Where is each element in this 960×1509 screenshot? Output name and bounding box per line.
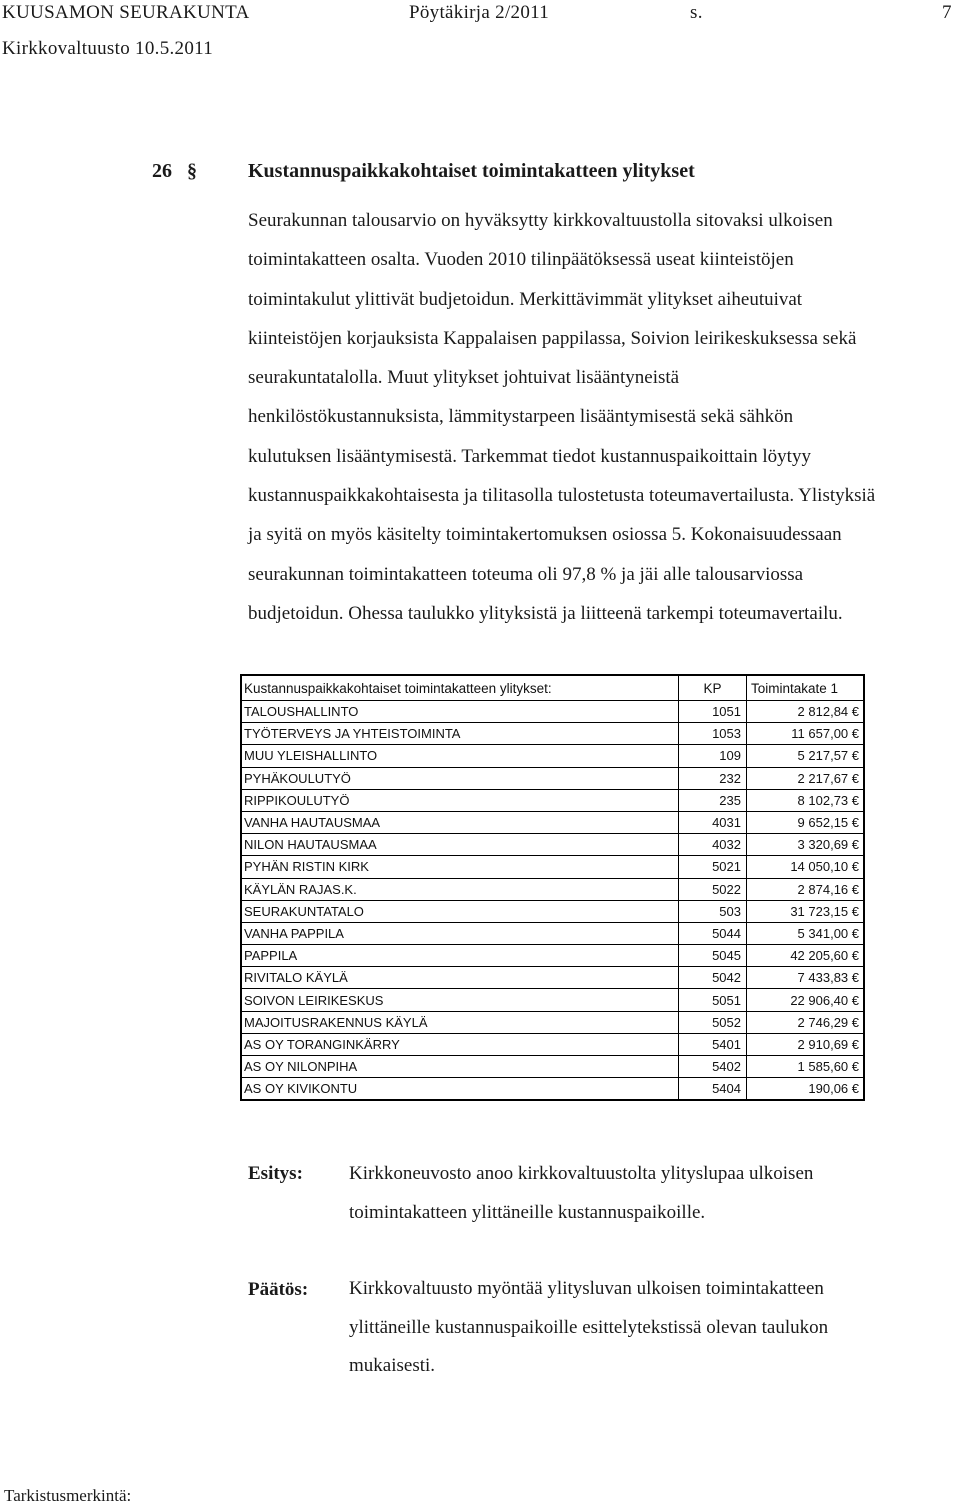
proposal-label: Esitys: bbox=[248, 1163, 303, 1184]
proposal-line: toimintakatteen ylittäneille kustannuspaikoille. bbox=[349, 1201, 706, 1223]
cost-center-name: RIPPIKOULUTYÖ bbox=[241, 789, 679, 811]
paragraph-line: henkilöstökustannuksista, lämmitystarpeen lisääntymisestä sekä sähkön bbox=[248, 406, 794, 428]
table-row bbox=[241, 1056, 864, 1078]
overrun-amount: 2 910,69 € bbox=[747, 1033, 865, 1055]
overrun-amount: 1 585,60 € bbox=[747, 1056, 865, 1078]
table-row bbox=[241, 922, 864, 944]
paragraph-line: kustannuspaikkakohtaisesta ja tilitasolla tulostetusta toteumavertailusta. Ylistyksiä bbox=[248, 485, 876, 507]
cost-center-kp: 5021 bbox=[679, 856, 747, 878]
overrun-amount: 8 102,73 € bbox=[747, 789, 865, 811]
overrun-amount: 5 217,57 € bbox=[747, 745, 865, 767]
overrun-amount: 2 217,67 € bbox=[747, 767, 865, 789]
body-paragraph bbox=[248, 201, 960, 633]
cost-center-name: MAJOITUSRAKENNUS KÄYLÄ bbox=[241, 1011, 679, 1033]
cost-center-kp: 4032 bbox=[679, 834, 747, 856]
paragraph-line: budjetoidun. Ohessa taulukko ylityksistä ja liitteenä tarkempi toteumavertailu. bbox=[248, 602, 843, 624]
review-mark-label: Tarkistusmerkintä: bbox=[4, 1486, 132, 1505]
paragraph-line: seurakunnan toimintakatteen toteuma oli 97,8 % ja jäi alle talousarviossa bbox=[248, 563, 804, 585]
paragraph-line: toimintakatteen osalta. Vuoden 2010 tilinpäätöksessä useat kiinteistöjen bbox=[248, 249, 794, 271]
table-row bbox=[241, 945, 864, 967]
overrun-amount: 190,06 € bbox=[747, 1078, 865, 1101]
overrun-amount: 11 657,00 € bbox=[747, 723, 865, 745]
overrun-table bbox=[240, 674, 865, 1101]
table-row bbox=[241, 723, 864, 745]
cost-center-name: KÄYLÄN RAJAS.K. bbox=[241, 878, 679, 900]
document-title: Pöytäkirja 2/2011 bbox=[409, 2, 550, 23]
table-row bbox=[241, 745, 864, 767]
table-row bbox=[241, 767, 864, 789]
cost-center-name: VANHA PAPPILA bbox=[241, 922, 679, 944]
cost-center-name: PAPPILA bbox=[241, 945, 679, 967]
cost-center-name: NILON HAUTAUSMAA bbox=[241, 834, 679, 856]
cost-center-kp: 5042 bbox=[679, 967, 747, 989]
cost-center-kp: 235 bbox=[679, 789, 747, 811]
table-row bbox=[241, 701, 864, 723]
org-name: KUUSAMON SEURAKUNTA bbox=[2, 2, 250, 23]
overrun-amount: 3 320,69 € bbox=[747, 834, 865, 856]
overrun-amount: 2 746,29 € bbox=[747, 1011, 865, 1033]
page-label: s. bbox=[690, 2, 703, 23]
overrun-amount: 7 433,83 € bbox=[747, 967, 865, 989]
cost-center-kp: 232 bbox=[679, 767, 747, 789]
table-row bbox=[241, 856, 864, 878]
cost-center-kp: 5404 bbox=[679, 1078, 747, 1101]
cost-center-kp: 1053 bbox=[679, 723, 747, 745]
table-row bbox=[241, 878, 864, 900]
overrun-amount: 5 341,00 € bbox=[747, 922, 865, 944]
cost-center-name: SOIVON LEIRIKESKUS bbox=[241, 989, 679, 1011]
section-title: Kustannuspaikkakohtaiset toimintakatteen ylitykset bbox=[248, 160, 695, 182]
section-symbol: § bbox=[187, 160, 197, 182]
cost-center-kp: 5051 bbox=[679, 989, 747, 1011]
cost-center-kp: 4031 bbox=[679, 811, 747, 833]
table-header-name: Kustannuspaikkakohtaiset toimintakatteen ylitykset: bbox=[241, 675, 679, 701]
section-number: 26 bbox=[152, 160, 172, 182]
table-row bbox=[241, 1011, 864, 1033]
decision-line: ylittäneille kustannuspaikoille esittelytekstissä olevan taulukon bbox=[349, 1316, 829, 1338]
decision-text bbox=[349, 1270, 828, 1386]
paragraph-line: kulutuksen lisääntymisestä. Tarkemmat tiedot kustannuspaikoittain löytyy bbox=[248, 445, 811, 467]
table-header-kp: KP bbox=[679, 675, 747, 701]
proposal-text bbox=[349, 1155, 813, 1232]
table-header-value: Toimintakate 1 bbox=[747, 675, 865, 701]
table-row bbox=[241, 789, 864, 811]
cost-center-name: SEURAKUNTATALO bbox=[241, 900, 679, 922]
overrun-amount: 42 205,60 € bbox=[747, 945, 865, 967]
overrun-amount: 22 906,40 € bbox=[747, 989, 865, 1011]
table-row bbox=[241, 989, 864, 1011]
cost-center-name: AS OY TORANGINKÄRRY bbox=[241, 1033, 679, 1055]
cost-center-kp: 1051 bbox=[679, 701, 747, 723]
cost-center-kp: 5401 bbox=[679, 1033, 747, 1055]
cost-center-kp: 503 bbox=[679, 900, 747, 922]
table-header-row bbox=[241, 675, 864, 701]
cost-center-kp: 5022 bbox=[679, 878, 747, 900]
cost-center-name: TALOUSHALLINTO bbox=[241, 701, 679, 723]
cost-center-name: RIVITALO KÄYLÄ bbox=[241, 967, 679, 989]
overrun-amount: 31 723,15 € bbox=[747, 900, 865, 922]
paragraph-line: ja syitä on myös käsitelty toimintakertomuksen osiossa 5. Kokonaisuudessaan bbox=[248, 524, 842, 546]
cost-center-name: PYHÄKOULUTYÖ bbox=[241, 767, 679, 789]
cost-center-name: TYÖTERVEYS JA YHTEISTOIMINTA bbox=[241, 723, 679, 745]
page-number: 7 bbox=[942, 2, 952, 23]
decision-line: Kirkkovaltuusto myöntää ylitysluvan ulkoisen toimintakatteen bbox=[349, 1278, 824, 1299]
overrun-amount: 2 812,84 € bbox=[747, 701, 865, 723]
overrun-amount: 2 874,16 € bbox=[747, 878, 865, 900]
proposal-line: Kirkkoneuvosto anoo kirkkovaltuustolta ylityslupaa ulkoisen bbox=[349, 1163, 814, 1184]
overrun-amount: 14 050,10 € bbox=[747, 856, 865, 878]
table-row bbox=[241, 900, 864, 922]
paragraph-line: seurakuntatalolla. Muut ylitykset johtuivat lisääntyneistä bbox=[248, 367, 680, 389]
cost-center-kp: 5402 bbox=[679, 1056, 747, 1078]
paragraph-line: Seurakunnan talousarvio on hyväksytty kirkkovaltuustolla sitovaksi ulkoisen bbox=[248, 210, 833, 231]
meeting-date: Kirkkovaltuusto 10.5.2011 bbox=[2, 38, 214, 59]
cost-center-kp: 5045 bbox=[679, 945, 747, 967]
cost-center-name: VANHA HAUTAUSMAA bbox=[241, 811, 679, 833]
table-row bbox=[241, 1033, 864, 1055]
cost-center-kp: 5052 bbox=[679, 1011, 747, 1033]
cost-center-name: AS OY NILONPIHA bbox=[241, 1056, 679, 1078]
cost-center-name: MUU YLEISHALLINTO bbox=[241, 745, 679, 767]
table-row bbox=[241, 1078, 864, 1101]
cost-center-kp: 5044 bbox=[679, 922, 747, 944]
decision-line: mukaisesti. bbox=[349, 1355, 436, 1376]
cost-center-name: AS OY KIVIKONTU bbox=[241, 1078, 679, 1101]
table-row bbox=[241, 811, 864, 833]
cost-center-name: PYHÄN RISTIN KIRK bbox=[241, 856, 679, 878]
decision-label: Päätös: bbox=[248, 1279, 309, 1300]
table-row bbox=[241, 834, 864, 856]
cost-center-kp: 109 bbox=[679, 745, 747, 767]
paragraph-line: toimintakulut ylittivät budjetoidun. Merkittävimmät ylitykset aiheutuivat bbox=[248, 288, 803, 310]
paragraph-line: kiinteistöjen korjauksista Kappalaisen pappilassa, Soivion leirikeskuksessa sekä bbox=[248, 327, 857, 349]
overrun-amount: 9 652,15 € bbox=[747, 811, 865, 833]
table-row bbox=[241, 967, 864, 989]
